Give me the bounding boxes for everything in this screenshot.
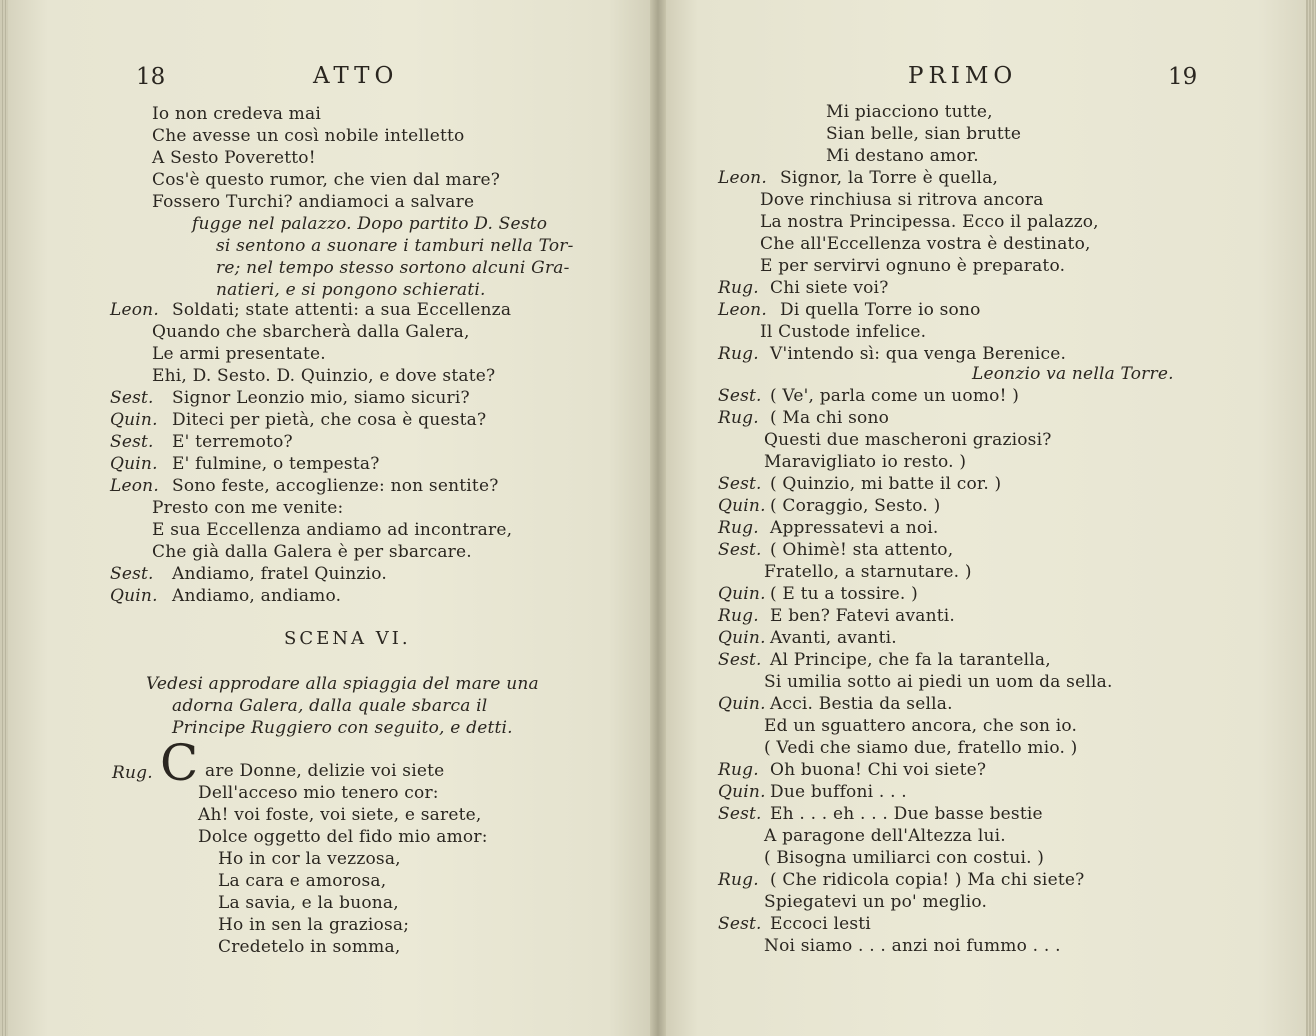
page-edges-right (1306, 0, 1316, 1036)
text-line: La cara e amorosa, (218, 871, 387, 891)
text-line: Ed un sguattero ancora, che son io. (764, 716, 1078, 736)
text-line: ( Bisogna umiliarci con costui. ) (764, 848, 1045, 868)
text-line: Ehi, D. Sesto. D. Quinzio, e dove state? (152, 366, 496, 386)
speaker-label: Quin. (718, 628, 766, 648)
speaker-label: Sest. (718, 540, 762, 560)
speaker-label: Leon. (110, 300, 159, 320)
text-line: ( Coraggio, Sesto. ) (770, 496, 941, 516)
speaker-label: Rug. (718, 870, 759, 890)
speaker-label: Sest. (110, 564, 154, 584)
text-line: Si umilia sotto ai piedi un uom da sella. (764, 672, 1113, 692)
stage-direction-line: re; nel tempo stesso sortono alcuni Gra- (216, 258, 570, 278)
text-line: E' fulmine, o tempesta? (172, 454, 380, 474)
text-line: Dell'acceso mio tenero cor: (198, 783, 439, 803)
stage-direction-line: Principe Ruggiero con seguito, e detti. (172, 718, 513, 738)
text-line: Appressatevi a noi. (770, 518, 939, 538)
text-line: Ho in sen la graziosa; (218, 915, 410, 935)
text-line: E ben? Fatevi avanti. (770, 606, 956, 626)
speaker-label: Sest. (718, 914, 762, 934)
right-page (658, 0, 1308, 1036)
speaker-label: Sest. (718, 804, 762, 824)
running-head: ATTO (313, 63, 399, 89)
text-line: are Donne, delizie voi siete (205, 761, 445, 781)
speaker-label: Quin. (718, 694, 766, 714)
text-line: Al Principe, che fa la tarantella, (770, 650, 1051, 670)
speaker-label: Sest. (718, 474, 762, 494)
text-line: Diteci per pietà, che cosa è questa? (172, 410, 487, 430)
text-line: Eccoci lesti (770, 914, 871, 934)
speaker-label: Leon. (718, 168, 767, 188)
scene-title: SCENA VI. (284, 628, 411, 649)
text-line: Signor, la Torre è quella, (780, 168, 999, 188)
stage-direction-line: Leonzio va nella Torre. (972, 364, 1174, 384)
text-line: Sian belle, sian brutte (826, 124, 1022, 144)
text-line: Presto con me venite: (152, 498, 344, 518)
text-line: ( Che ridicola copia! ) Ma chi siete? (770, 870, 1085, 890)
text-line: Sono feste, accoglienze: non sentite? (172, 476, 499, 496)
text-line: Quando che sbarcherà dalla Galera, (152, 322, 470, 342)
text-line: Di quella Torre io sono (780, 300, 981, 320)
text-line: Ah! voi foste, voi siete, e sarete, (198, 805, 482, 825)
text-line: Spiegatevi un po' meglio. (764, 892, 988, 912)
text-line: Soldati; state attenti: a sua Eccellenza (172, 300, 512, 320)
text-line: Mi piacciono tutte, (826, 102, 993, 122)
text-line: Chi siete voi? (770, 278, 889, 298)
speaker-label: Rug. (718, 278, 759, 298)
running-head: PRIMO (908, 63, 1018, 89)
speaker-label: Sest. (718, 386, 762, 406)
text-line: Eh . . . eh . . . Due basse bestie (770, 804, 1043, 824)
text-line: Acci. Bestia da sella. (770, 694, 953, 714)
speaker-label: Rug. (112, 763, 153, 783)
speaker-label: Rug. (718, 606, 759, 626)
text-line: Il Custode infelice. (760, 322, 927, 342)
text-line: ( E tu a tossire. ) (770, 584, 918, 604)
text-line: Andiamo, fratel Quinzio. (172, 564, 387, 584)
stage-direction-line: Vedesi approdare alla spiaggia del mare una (146, 674, 539, 694)
speaker-label: Rug. (718, 344, 759, 364)
speaker-label: Sest. (110, 432, 154, 452)
stage-direction-line: si sentono a suonare i tamburi nella Tor- (216, 236, 574, 256)
speaker-label: Quin. (718, 584, 766, 604)
text-line: ( Ohimè! sta attento, (770, 540, 954, 560)
text-line: Ho in cor la vezzosa, (218, 849, 401, 869)
text-line: E' terremoto? (172, 432, 293, 452)
text-line: Due buffoni . . . (770, 782, 907, 802)
stage-direction-line: fugge nel palazzo. Dopo partito D. Sesto (192, 214, 548, 234)
text-line: Le armi presentate. (152, 344, 326, 364)
text-line: Questi due mascheroni graziosi? (764, 430, 1052, 450)
text-line: Signor Leonzio mio, siamo sicuri? (172, 388, 470, 408)
text-line: Che all'Eccellenza vostra è destinato, (760, 234, 1091, 254)
speaker-label: Quin. (718, 496, 766, 516)
book-gutter (650, 0, 666, 1036)
speaker-label: Rug. (718, 408, 759, 428)
text-line: Andiamo, andiamo. (172, 586, 342, 606)
page-number: 18 (136, 64, 166, 90)
text-line: Che già dalla Galera è per sbarcare. (152, 542, 472, 562)
text-line: V'intendo sì: qua venga Berenice. (770, 344, 1067, 364)
text-line: Dove rinchiusa si ritrova ancora (760, 190, 1044, 210)
text-line: Oh buona! Chi voi siete? (770, 760, 987, 780)
text-line: Mi destano amor. (826, 146, 979, 166)
speaker-label: Rug. (718, 760, 759, 780)
text-line: E sua Eccellenza andiamo ad incontrare, (152, 520, 513, 540)
text-line: Fratello, a starnutare. ) (764, 562, 972, 582)
page-number: 19 (1168, 64, 1198, 90)
left-page (8, 0, 658, 1036)
text-line: ( Quinzio, mi batte il cor. ) (770, 474, 1002, 494)
text-line: La savia, e la buona, (218, 893, 399, 913)
text-line: ( Vedi che siamo due, fratello mio. ) (764, 738, 1078, 758)
text-line: Avanti, avanti. (770, 628, 897, 648)
text-line: Dolce oggetto del fido mio amor: (198, 827, 488, 847)
text-line: Credetelo in somma, (218, 937, 401, 957)
speaker-label: Sest. (718, 650, 762, 670)
text-line: A Sesto Poveretto! (152, 148, 316, 168)
text-line: Fossero Turchi? andiamoci a salvare (152, 192, 475, 212)
stage-direction-line: adorna Galera, dalla quale sbarca il (172, 696, 488, 716)
text-line: Che avesse un così nobile intelletto (152, 126, 465, 146)
speaker-label: Quin. (110, 454, 158, 474)
text-line: La nostra Principessa. Ecco il palazzo, (760, 212, 1099, 232)
speaker-label: Quin. (718, 782, 766, 802)
speaker-label: Quin. (110, 586, 158, 606)
text-line: E per servirvi ognuno è preparato. (760, 256, 1066, 276)
text-line: ( Ve', parla come un uomo! ) (770, 386, 1020, 406)
text-line: A paragone dell'Altezza lui. (764, 826, 1006, 846)
speaker-label: Sest. (110, 388, 154, 408)
speaker-label: Leon. (718, 300, 767, 320)
stage-direction-line: natieri, e si pongono schierati. (216, 280, 486, 300)
text-line: Io non credeva mai (152, 104, 321, 124)
speaker-label: Quin. (110, 410, 158, 430)
text-line: Noi siamo . . . anzi noi fummo . . . (764, 936, 1061, 956)
drop-cap: C (160, 734, 199, 792)
speaker-label: Leon. (110, 476, 159, 496)
speaker-label: Rug. (718, 518, 759, 538)
text-line: Maravigliato io resto. ) (764, 452, 967, 472)
text-line: Cos'è questo rumor, che vien dal mare? (152, 170, 501, 190)
text-line: ( Ma chi sono (770, 408, 890, 428)
